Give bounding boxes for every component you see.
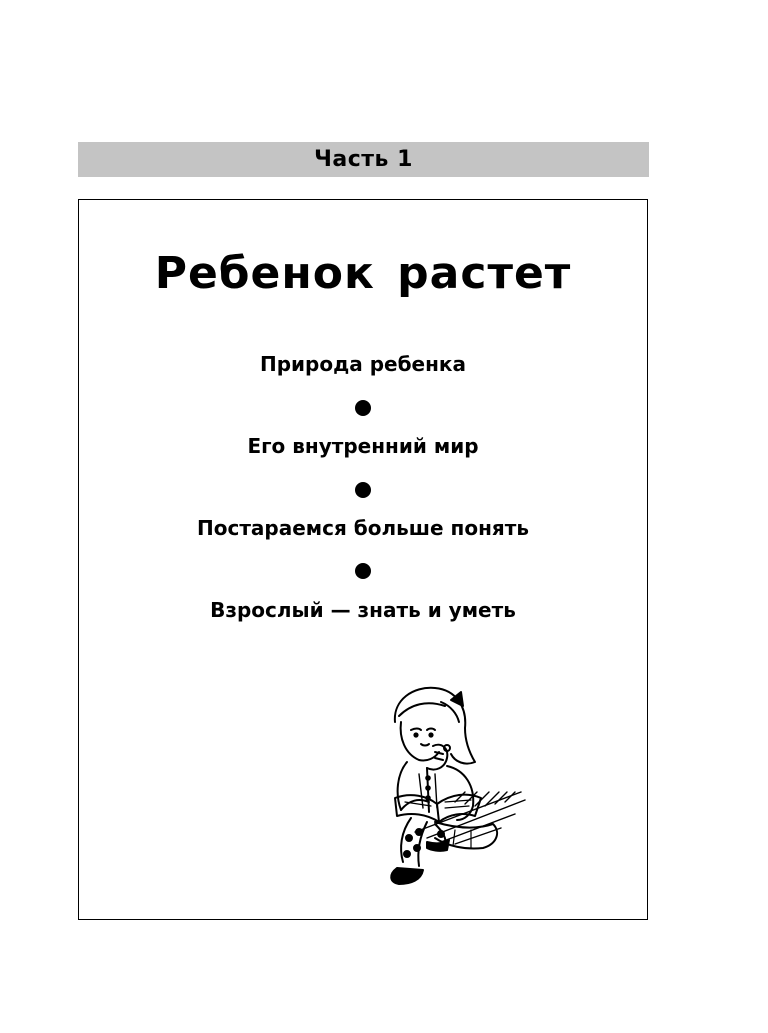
- bullet-dot-icon: [355, 400, 371, 416]
- bullet-dot-icon: [355, 482, 371, 498]
- topic-item: Природа ребенка: [259, 352, 467, 376]
- topic-item: Взрослый — знать и уметь: [210, 598, 516, 622]
- part-label: Часть 1: [314, 147, 413, 172]
- chapter-title: Ребенок растет: [154, 248, 572, 299]
- topic-item: Его внутренний мир: [247, 434, 479, 458]
- topic-item: Постараемся больше понять: [196, 516, 530, 540]
- girl-reading-book-illustration: [315, 682, 545, 892]
- part-header: [78, 142, 649, 177]
- chapter-frame: [78, 199, 648, 920]
- bullet-dot-icon: [355, 563, 371, 579]
